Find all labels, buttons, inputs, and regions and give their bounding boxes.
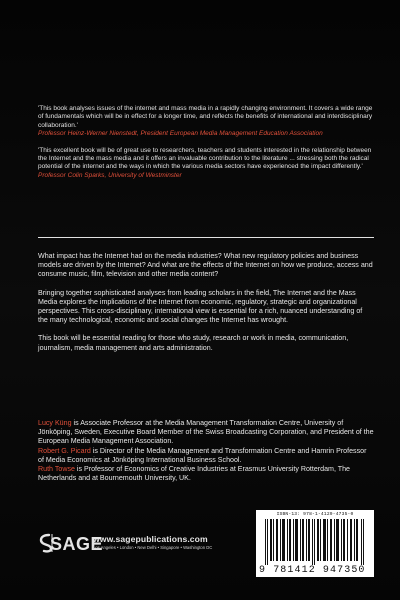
author-name-1: Lucy Küng [38, 419, 72, 427]
publisher-url: www.sagepublications.com [93, 534, 208, 544]
review-quotes [38, 105, 374, 180]
isbn-number: ISBN-13: 978-1-4129-4735-0 [276, 512, 354, 517]
author-bio-text-2: is Director of the Media Management and Transformation Centre and Hamrin Professor of Media Economics at Jönköping International Business School. [38, 446, 367, 464]
author-bio-text-1: is Associate Professor at the Media Management Transformation Centre, University of Jönköping, Sweden, Executive Board Member of the Swiss Broadcasting Corporation, and President of the European Media Management Association. [38, 419, 374, 446]
barcode-digits: 9 781412 947350 [259, 565, 366, 576]
review-quote-1: 'This book analyses issues of the internet and mass media in a rapidly changing environment. It covers a wide range of fundamentals which will be in effect for a longer time, and reflects the benefits of international and interdisciplinary collaboration.' [38, 105, 373, 129]
publisher-logo-text: SAGE [50, 534, 104, 554]
publisher-cities: Los Angeles • London • New Delhi • Singapore • Washington DC [93, 545, 213, 550]
blurb-paragraph-2: Bringing together sophisticated analyses from leading scholars in the field, The Internet and the Mass Media explores the implications of the Internet from economic, regulatory, strategic and organizational perspectives. This cross-disciplinary, international view is essential for a rich, nuanced understanding of the many technological, economic and social changes the Internet has wrought. [38, 288, 363, 325]
blurb-paragraph-3: This book will be essential reading for those who study, research or work in media, communication, journalism, media management and arts administration. [38, 334, 349, 352]
barcode-icon [264, 519, 366, 565]
review-attribution-2: Professor Colin Sparks, University of Westminster [38, 171, 182, 179]
review-quote-2: 'This excellent book will be of great use to researchers, teachers and students interested in the relationship between the Internet and the mass media and it offers an invaluable contribution to the literature ... stressing both the radical potential of the internet and the ways in which the various media sectors have experienced the impact differently.' [38, 146, 372, 171]
publisher-logo [38, 532, 243, 562]
author-bios [38, 419, 374, 483]
review-attribution-1: Professor Heinz-Werner Nienstedt, President European Media Management Education Association [38, 130, 323, 138]
isbn-barcode [256, 510, 374, 577]
author-bio-text-3: is Professor of Economics of Creative Industries at Erasmus University Rotterdam, The Netherlands and at Bournemouth University, UK. [38, 465, 350, 483]
author-name-3: Ruth Towse [38, 465, 75, 474]
divider-line [38, 237, 374, 238]
blurb [38, 252, 374, 362]
author-bio-3 [38, 465, 374, 483]
author-bio-2 [38, 447, 374, 465]
author-bio-1 [38, 419, 374, 447]
author-name-2: Robert G. Picard [38, 446, 91, 455]
blurb-paragraph-1: What impact has the Internet had on the media industries? What new regulatory policies and business models are driven by the Internet? And what are the effects of the Internet on how we produce, access and consume music, film, television and other media content? [38, 252, 373, 279]
